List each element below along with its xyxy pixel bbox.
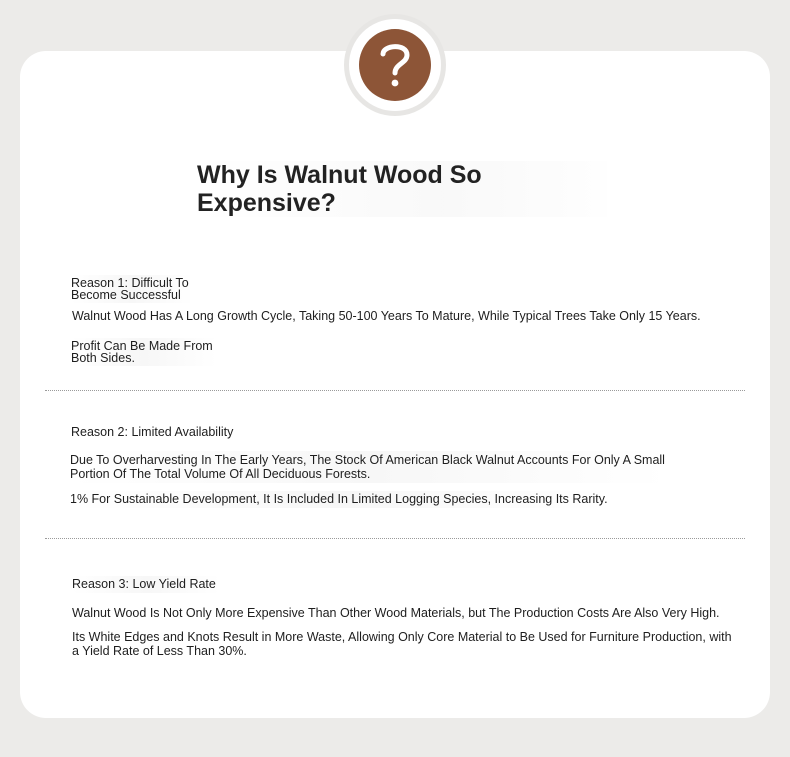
- reason-3-paragraph-1: Walnut Wood Is Not Only More Expensive Than Other Wood Materials, but The Production Costs Are Also Very High.: [72, 606, 720, 620]
- reason-2-paragraph-1-line2: Portion Of The Total Volume Of All Deciduous Forests.: [70, 467, 371, 481]
- reason-1-paragraph-1: Walnut Wood Has A Long Growth Cycle, Taking 50-100 Years To Mature, While Typical Trees Take Only 15 Years.: [72, 309, 701, 323]
- reason-3-paragraph-2-line1: Its White Edges and Knots Result in More Waste, Allowing Only Core Material to Be Used for Furniture Production, with: [72, 630, 732, 644]
- reason-3-paragraph-2-line2: a Yield Rate of Less Than 30%.: [72, 644, 247, 658]
- section-divider-1: [45, 390, 745, 391]
- reason-1-paragraph-2: [71, 338, 217, 366]
- reason-1-heading: [71, 275, 193, 303]
- question-mark-icon: [359, 29, 431, 101]
- reason-3-paragraph-2: [72, 630, 732, 658]
- reason-2-paragraph-1-line1: Due To Overharvesting In The Early Years, The Stock Of American Black Walnut Accounts For Only A Small: [70, 453, 665, 467]
- reason-1-paragraph-2-line2: Both Sides.: [71, 351, 135, 365]
- reason-2-paragraph-1: [70, 451, 669, 483]
- reason-3-heading: Reason 3: Low Yield Rate: [72, 576, 220, 593]
- reason-1-paragraph-2-line1: Profit Can Be Made From: [71, 339, 213, 353]
- reason-1-heading-line1: Reason 1: Difficult To: [71, 276, 189, 290]
- reason-2-heading: Reason 2: Limited Availability: [71, 425, 234, 439]
- question-mark-glyph: [375, 39, 415, 91]
- question-badge: [349, 19, 441, 111]
- section-divider-2: [45, 538, 745, 539]
- reason-2-paragraph-2: 1% For Sustainable Development, It Is Included In Limited Logging Species, Increasing Its Rarity.: [70, 491, 612, 508]
- reason-1-heading-line2: Become Successful: [71, 288, 181, 302]
- page-title: Why Is Walnut Wood So Expensive?: [197, 161, 607, 217]
